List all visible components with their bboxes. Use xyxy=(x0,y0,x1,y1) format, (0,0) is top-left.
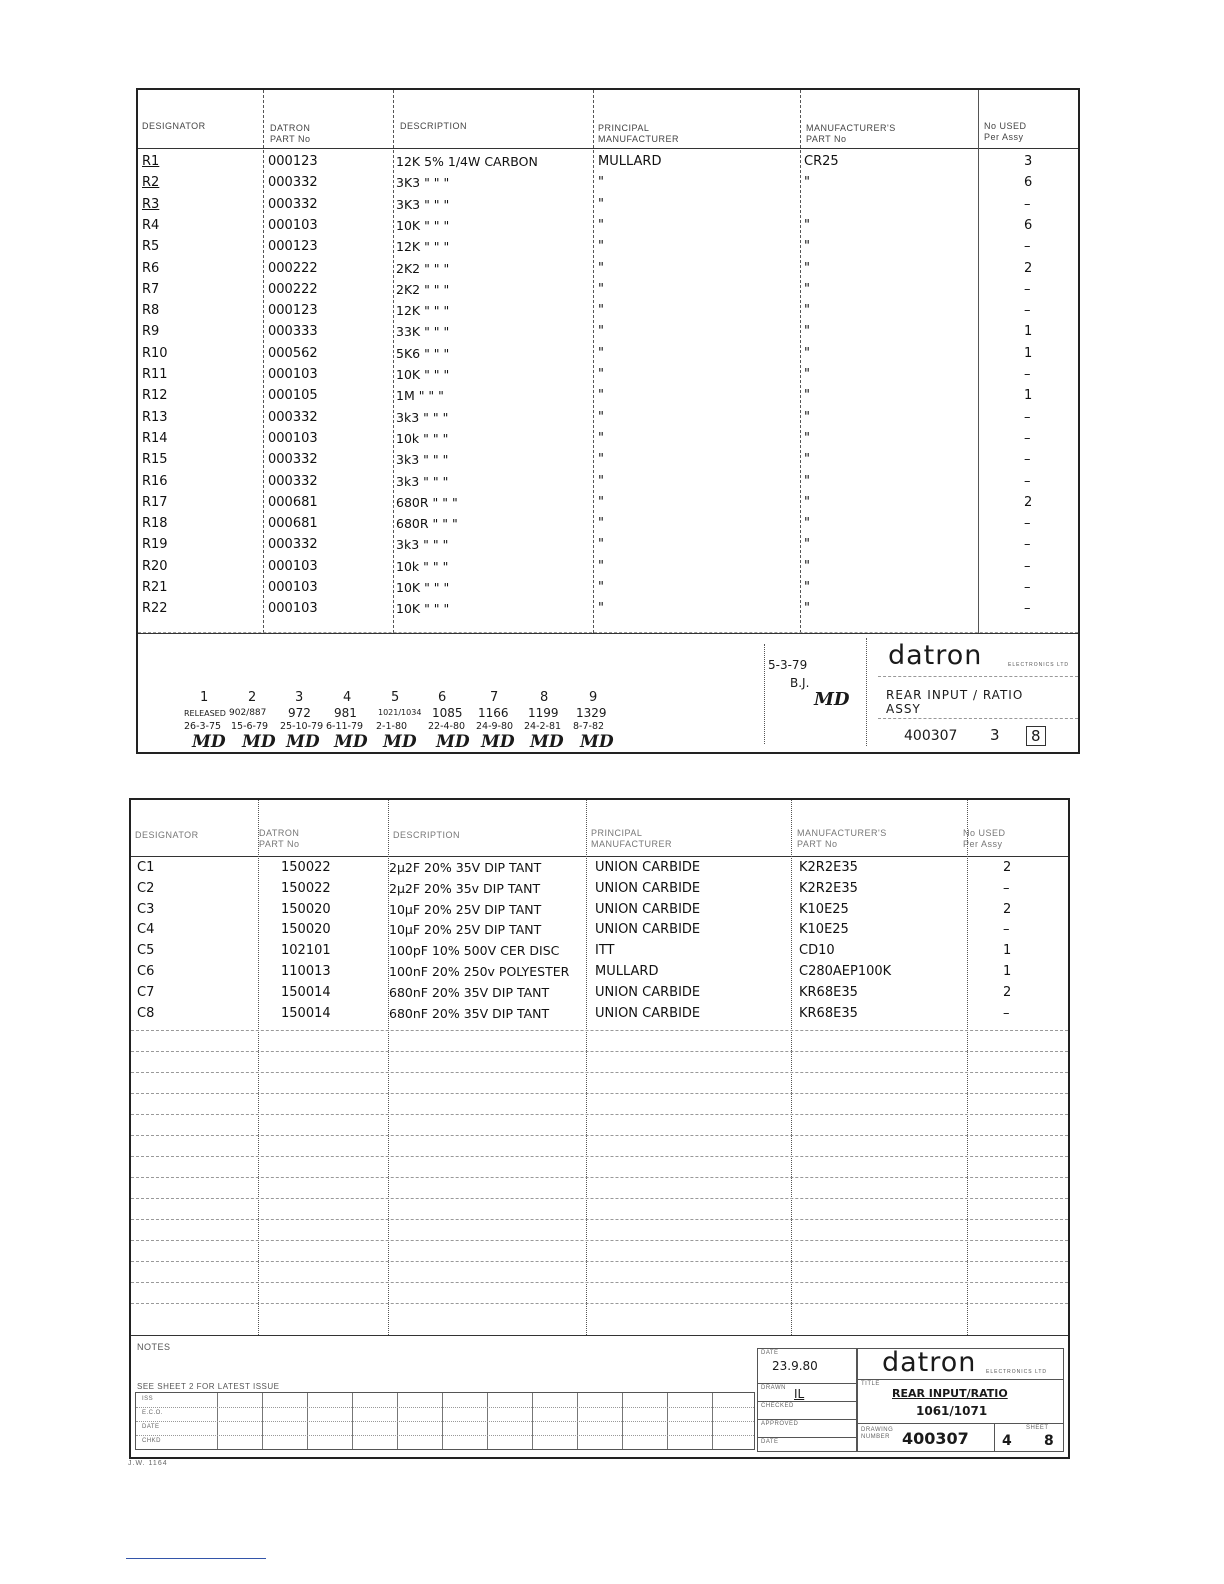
table-row xyxy=(138,365,1078,386)
cell-mpn: KR68E35 xyxy=(799,1005,858,1021)
cell-mpn: KR68E35 xyxy=(799,984,858,1000)
cell-mpn: " xyxy=(804,260,810,276)
cell-des: R3 xyxy=(142,196,160,212)
cell-part: 000332 xyxy=(268,537,318,553)
cell-mpn: " xyxy=(804,388,810,404)
cell-qty: 1 xyxy=(1024,388,1033,404)
cell-qty: 1 xyxy=(1003,943,1012,959)
logo-subtitle: ELECTRONICS LTD xyxy=(986,1369,1048,1375)
cell-part: 000332 xyxy=(268,196,318,212)
cell-mfr: " xyxy=(598,281,604,297)
cell-part: 000222 xyxy=(268,260,318,276)
cell-part: 000332 xyxy=(268,452,318,468)
cell-mfr: " xyxy=(598,580,604,595)
cell-desc: 10K " " " xyxy=(396,217,450,233)
header-principal-manufacturer: PRINCIPAL MANUFACTURER xyxy=(591,828,673,849)
cell-mfr: UNION CARBIDE xyxy=(595,922,701,938)
cell-desc: 3k3 " " " xyxy=(396,537,449,553)
table-row xyxy=(138,237,1078,258)
cell-part: 000123 xyxy=(268,154,318,169)
table-row xyxy=(138,386,1078,407)
title-box: datron ELECTRONICS LTD TITLE REAR INPUT/RATIO 1061/1071 DRAWING NUMBER 400307 SHEET 4 8 xyxy=(857,1348,1064,1452)
cell-qty: 2 xyxy=(1003,901,1012,917)
cell-mfr: " xyxy=(598,516,604,532)
cell-mpn: " xyxy=(804,537,810,553)
table-row xyxy=(138,195,1078,216)
revision-dates: 26-3-75 15-6-79 25-10-79 6-11-79 2-1-80 22-4-80 24-9-80 24-2-81 8-7-82 xyxy=(184,721,605,732)
cell-des: R13 xyxy=(142,409,168,425)
checked-signature: MD xyxy=(814,689,850,710)
table-row xyxy=(138,152,1078,173)
cell-mpn: " xyxy=(804,409,810,425)
cell-mfr: " xyxy=(598,367,604,382)
drawing-title-line2: 1061/1071 xyxy=(916,1404,988,1418)
header-no-used: No USED Per Assy xyxy=(963,828,1006,849)
cell-desc: 10k " " " xyxy=(396,558,449,574)
cell-des: R1 xyxy=(142,154,160,169)
cell-mpn: K10E25 xyxy=(799,901,849,917)
cell-des: R18 xyxy=(142,516,168,532)
cell-qty: 2 xyxy=(1003,984,1012,1000)
cell-part: 000222 xyxy=(268,281,318,297)
cell-mfr: " xyxy=(598,601,604,617)
cell-qty: – xyxy=(1024,239,1031,255)
cell-des: C3 xyxy=(137,901,155,917)
cell-des: R6 xyxy=(142,260,160,276)
cell-mfr: " xyxy=(598,494,604,510)
cell-des: R21 xyxy=(142,580,168,595)
table-row xyxy=(131,1004,1068,1025)
approval-date: 5-3-79 xyxy=(768,658,808,672)
cell-qty: – xyxy=(1024,281,1031,297)
table-row xyxy=(138,216,1078,237)
table-row xyxy=(131,983,1068,1004)
cell-desc: 100pF 10% 500V CER DISC xyxy=(389,943,560,959)
sheet-of: 8 xyxy=(1044,1433,1054,1449)
cell-desc: 100nF 20% 250v POLYESTER xyxy=(389,964,570,979)
cell-desc: 3K3 " " " xyxy=(396,196,450,212)
cell-mfr: " xyxy=(598,388,604,404)
table-row xyxy=(138,599,1078,620)
cell-mpn: " xyxy=(804,324,810,340)
title-block xyxy=(131,1335,1068,1457)
table-row xyxy=(138,493,1078,514)
header-no-used: No USED Per Assy xyxy=(984,121,1027,142)
cell-mfr: " xyxy=(598,345,604,361)
header-datron-part: DATRON PART No xyxy=(270,123,311,144)
cell-des: R14 xyxy=(142,430,168,446)
drawing-title-line2: ASSY xyxy=(886,702,921,716)
sheet-of: 8 xyxy=(1026,726,1046,746)
drawn-by: B.J. xyxy=(790,676,810,690)
cell-part: 000103 xyxy=(268,580,318,595)
cell-mfr: " xyxy=(598,537,604,553)
cell-part: 110013 xyxy=(281,964,331,979)
header-manufacturer-part: MANUFACTURER'S PART No xyxy=(797,828,887,849)
cell-qty: – xyxy=(1024,303,1031,319)
cell-des: R22 xyxy=(142,601,168,617)
sheet-number: 4 xyxy=(1002,1433,1012,1449)
cell-desc: 3k3 " " " xyxy=(396,409,449,425)
cell-qty: 1 xyxy=(1024,345,1033,361)
table-row xyxy=(131,900,1068,921)
header-designator: DESIGNATOR xyxy=(142,121,206,131)
table-header xyxy=(131,800,1068,857)
cell-part: 000332 xyxy=(268,409,318,425)
cell-qty: 2 xyxy=(1003,860,1012,875)
cell-des: R8 xyxy=(142,303,160,319)
cell-des: R5 xyxy=(142,239,160,255)
cell-part: 000103 xyxy=(268,558,318,574)
drawing-number: 400307 xyxy=(902,1429,969,1448)
cell-des: R2 xyxy=(142,175,160,191)
table-row xyxy=(131,962,1068,983)
cell-desc: 3K3 " " " xyxy=(396,175,450,191)
cell-part: 150014 xyxy=(281,1005,331,1021)
cell-desc: 680R " " " xyxy=(396,516,458,532)
cell-desc: 5K6 " " " xyxy=(396,345,450,361)
cell-desc: 680nF 20% 35V DIP TANT xyxy=(389,1005,550,1021)
cell-desc: 33K " " " xyxy=(396,324,450,340)
table-row xyxy=(138,408,1078,429)
cell-desc: 12K " " " xyxy=(396,303,450,319)
cell-des: R4 xyxy=(142,217,160,233)
table-row xyxy=(138,578,1078,599)
datron-logo: datron xyxy=(882,1347,977,1378)
cell-des: R7 xyxy=(142,281,160,297)
cell-mfr: " xyxy=(598,324,604,340)
cell-mpn: " xyxy=(804,217,810,233)
cell-part: 000681 xyxy=(268,516,318,532)
table-row xyxy=(138,557,1078,578)
cell-des: C7 xyxy=(137,984,155,1000)
table-row xyxy=(138,429,1078,450)
cell-mpn: K2R2E35 xyxy=(799,880,858,896)
cell-mfr: " xyxy=(598,430,604,446)
parts-list-sheet-3 xyxy=(136,88,1080,754)
cell-part: 000562 xyxy=(268,345,318,361)
cell-mpn: K2R2E35 xyxy=(799,860,858,875)
cell-mpn: " xyxy=(804,239,810,255)
cell-desc: 680nF 20% 35V DIP TANT xyxy=(389,984,550,1000)
cell-mpn: " xyxy=(804,580,810,595)
header-principal-manufacturer: PRINCIPAL MANUFACTURER xyxy=(598,123,680,144)
cell-desc: 10μF 20% 25V DIP TANT xyxy=(389,922,542,938)
cell-mfr: " xyxy=(598,303,604,319)
cell-mpn: C280AEP100K xyxy=(799,964,892,979)
cell-qty: – xyxy=(1024,409,1031,425)
cell-mpn: " xyxy=(804,345,810,361)
cell-des: R11 xyxy=(142,367,168,382)
cell-part: 000123 xyxy=(268,303,318,319)
cell-qty: – xyxy=(1024,367,1031,382)
table-row xyxy=(138,259,1078,280)
cell-desc: 12K 5% 1/4W CARBON xyxy=(396,154,538,169)
parts-list-sheet-4 xyxy=(129,798,1070,1459)
cell-des: C1 xyxy=(137,860,155,875)
cell-mfr: " xyxy=(598,409,604,425)
cell-qty: – xyxy=(1024,452,1031,468)
cell-mfr: " xyxy=(598,239,604,255)
cell-qty: 2 xyxy=(1024,260,1033,276)
cell-qty: 2 xyxy=(1024,494,1033,510)
table-row xyxy=(131,941,1068,962)
page-rule xyxy=(126,1558,266,1559)
table-row xyxy=(138,472,1078,493)
cell-part: 150022 xyxy=(281,860,331,875)
table-row xyxy=(138,301,1078,322)
cell-mfr: " xyxy=(598,558,604,574)
table-row xyxy=(138,280,1078,301)
cell-des: R17 xyxy=(142,494,168,510)
cell-des: R10 xyxy=(142,345,168,361)
revision-numbers: 1 2 3 4 5 6 7 8 9 xyxy=(200,690,598,705)
cell-qty: – xyxy=(1024,430,1031,446)
cell-desc: 10K " " " xyxy=(396,580,450,595)
cell-desc: 2μ2F 20% 35v DIP TANT xyxy=(389,880,541,896)
cell-part: 000103 xyxy=(268,601,318,617)
cell-des: C8 xyxy=(137,1005,155,1021)
header-description: DESCRIPTION xyxy=(393,830,461,840)
issue-grid: ISS E.C.O. DATE CHKD xyxy=(135,1392,755,1450)
cell-desc: 10μF 20% 25V DIP TANT xyxy=(389,901,542,917)
cell-mfr: UNION CARBIDE xyxy=(595,880,701,896)
cell-des: C4 xyxy=(137,922,155,938)
cell-mpn: " xyxy=(804,175,810,191)
approval-date: 23.9.80 xyxy=(772,1359,818,1373)
approval-box: DATE 23.9.80 DRAWN IL CHECKED APPROVED DATE xyxy=(757,1348,857,1452)
footer-code: J.W. 1164 xyxy=(128,1460,168,1467)
cell-desc: 2K2 " " " xyxy=(396,260,450,276)
cell-mpn: " xyxy=(804,303,810,319)
cell-part: 150020 xyxy=(281,922,331,938)
cell-mfr: " xyxy=(598,452,604,468)
cell-des: C5 xyxy=(137,943,155,959)
cell-desc: 2K2 " " " xyxy=(396,281,450,297)
cell-part: 000332 xyxy=(268,473,318,489)
cell-desc: 10K " " " xyxy=(396,601,450,617)
cell-part: 150022 xyxy=(281,880,331,896)
cell-part: 000103 xyxy=(268,430,318,446)
cell-desc: 3k3 " " " xyxy=(396,473,449,489)
cell-mfr: " xyxy=(598,217,604,233)
cell-qty: – xyxy=(1003,880,1010,896)
header-datron-part: DATRON PART No xyxy=(259,828,300,849)
cell-mpn: " xyxy=(804,601,810,617)
cell-part: 000105 xyxy=(268,388,318,404)
cell-mpn: " xyxy=(804,430,810,446)
cell-mfr: " xyxy=(598,260,604,276)
cell-mpn: " xyxy=(804,558,810,574)
cell-qty: – xyxy=(1024,558,1031,574)
cell-mpn: K10E25 xyxy=(799,922,849,938)
cell-mfr: UNION CARBIDE xyxy=(595,1005,701,1021)
cell-mpn: CR25 xyxy=(804,154,839,169)
cell-desc: 1M " " " xyxy=(396,388,444,404)
cell-part: 102101 xyxy=(281,943,331,959)
sheet-number: 3 xyxy=(990,726,1000,744)
cell-qty: – xyxy=(1024,580,1031,595)
notes-text: SEE SHEET 2 FOR LATEST ISSUE xyxy=(137,1382,280,1391)
table-row xyxy=(131,858,1068,879)
revision-signatures: MD MD MD MD MD MD MD MD MD xyxy=(192,732,614,752)
cell-part: 000103 xyxy=(268,217,318,233)
cell-qty: 3 xyxy=(1024,154,1033,169)
table-row xyxy=(138,322,1078,343)
cell-qty: 1 xyxy=(1024,324,1033,340)
title-block xyxy=(138,633,1078,752)
table-row xyxy=(138,344,1078,365)
cell-mfr: MULLARD xyxy=(595,964,659,979)
header-designator: DESIGNATOR xyxy=(135,830,199,840)
cell-mpn: " xyxy=(804,452,810,468)
cell-mfr: MULLARD xyxy=(598,154,662,169)
cell-mfr: " xyxy=(598,175,604,191)
cell-des: R19 xyxy=(142,537,168,553)
table-row xyxy=(138,450,1078,471)
cell-qty: – xyxy=(1003,922,1010,938)
drawing-number: 400307 xyxy=(904,728,958,744)
cell-mpn: " xyxy=(804,367,810,382)
cell-mpn: CD10 xyxy=(799,943,835,959)
cell-mfr: ITT xyxy=(595,943,615,959)
cell-mfr: " xyxy=(598,196,604,212)
cell-des: R12 xyxy=(142,388,168,404)
cell-desc: 680R " " " xyxy=(396,494,458,510)
cell-des: R20 xyxy=(142,558,168,574)
header-description: DESCRIPTION xyxy=(400,121,468,131)
cell-qty: 1 xyxy=(1003,964,1012,979)
table-row xyxy=(138,514,1078,535)
cell-qty: 6 xyxy=(1024,217,1033,233)
cell-qty: – xyxy=(1024,516,1031,532)
cell-qty: – xyxy=(1024,473,1031,489)
cell-des: R16 xyxy=(142,473,168,489)
cell-mfr: UNION CARBIDE xyxy=(595,984,701,1000)
cell-qty: – xyxy=(1024,601,1031,617)
cell-des: C2 xyxy=(137,880,155,896)
cell-qty: – xyxy=(1024,537,1031,553)
logo-subtitle: ELECTRONICS LTD xyxy=(1008,662,1070,668)
drawing-title: REAR INPUT / RATIO xyxy=(886,688,1024,702)
cell-qty: – xyxy=(1003,1005,1010,1021)
cell-part: 150014 xyxy=(281,984,331,1000)
drawn-by: IL xyxy=(794,1387,805,1401)
cell-part: 000123 xyxy=(268,239,318,255)
header-manufacturer-part: MANUFACTURER'S PART No xyxy=(806,123,896,144)
cell-mpn: " xyxy=(804,516,810,532)
cell-mpn: " xyxy=(804,473,810,489)
table-row xyxy=(131,879,1068,900)
table-row xyxy=(138,173,1078,194)
cell-mfr: UNION CARBIDE xyxy=(595,860,701,875)
cell-desc: 3k3 " " " xyxy=(396,452,449,468)
cell-qty: – xyxy=(1024,196,1031,212)
cell-mfr: " xyxy=(598,473,604,489)
cell-part: 150020 xyxy=(281,901,331,917)
cell-desc: 12K " " " xyxy=(396,239,450,255)
revision-eco-numbers: RELEASED 902/887 972 981 1021/1034 1085 1166 1199 1329 xyxy=(184,706,607,720)
notes-label: NOTES xyxy=(137,1342,171,1352)
table-header xyxy=(138,90,1078,149)
cell-des: C6 xyxy=(137,964,155,979)
cell-part: 000332 xyxy=(268,175,318,191)
datron-logo: datron xyxy=(888,640,983,671)
cell-des: R9 xyxy=(142,324,160,340)
cell-mpn: " xyxy=(804,281,810,297)
cell-mpn: " xyxy=(804,494,810,510)
cell-desc: 2μ2F 20% 35V DIP TANT xyxy=(389,860,542,875)
table-row xyxy=(138,535,1078,556)
cell-mfr: UNION CARBIDE xyxy=(595,901,701,917)
cell-des: R15 xyxy=(142,452,168,468)
table-row xyxy=(131,920,1068,941)
drawing-title: REAR INPUT/RATIO xyxy=(892,1387,1008,1400)
cell-part: 000681 xyxy=(268,494,318,510)
cell-part: 000333 xyxy=(268,324,318,340)
cell-desc: 10K " " " xyxy=(396,367,450,382)
cell-part: 000103 xyxy=(268,367,318,382)
cell-qty: 6 xyxy=(1024,175,1033,191)
cell-desc: 10k " " " xyxy=(396,430,449,446)
